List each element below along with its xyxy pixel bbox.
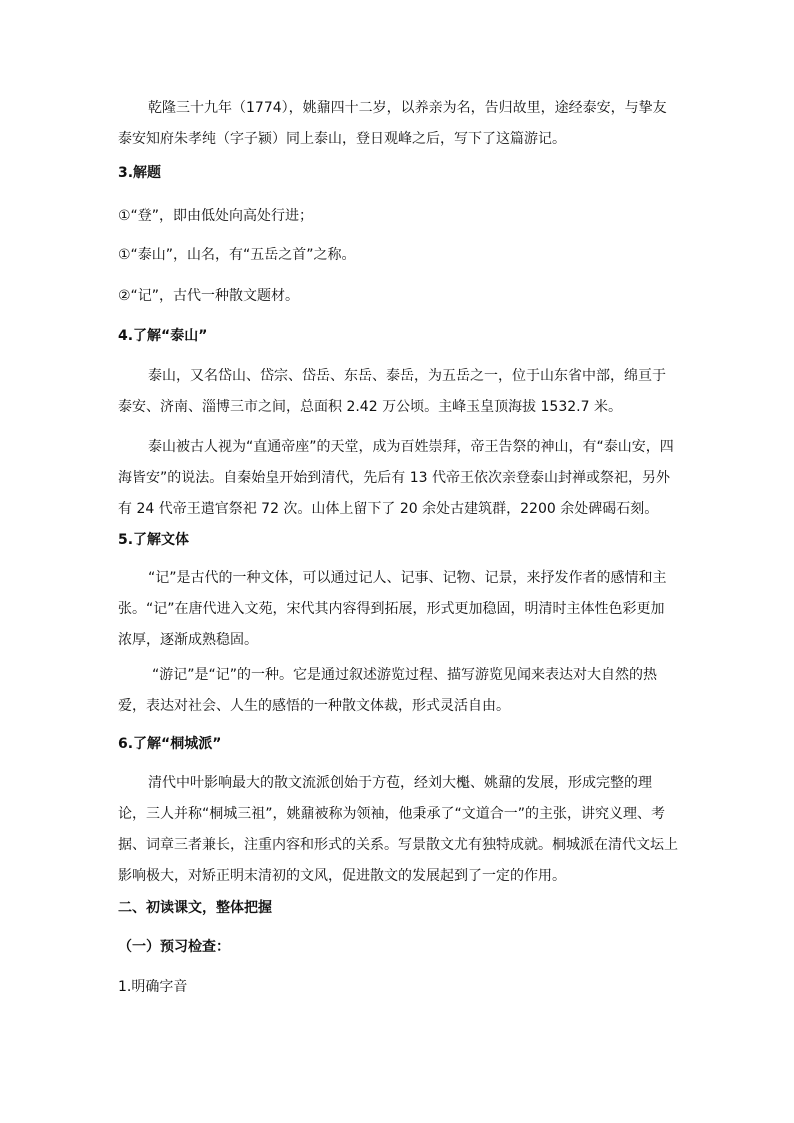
wenti-paragraph-2: “游记”是“记”的一种。它是通过叙述游览过程、描写游览见闻来表达对大自然的热爱，表达对社会、人生的感悟的一种散文体裁，形式灵活自由。	[118, 667, 658, 714]
item-pronunciation: 1.明确字音	[118, 979, 188, 995]
intro-paragraph: 乾隆三十九年（1774），姚鼐四十二岁，以养亲为名，告归故里，途经泰安，与挚友泰安知府朱孝纯（字子颍）同上泰山，登日观峰之后，写下了这篇游记。	[118, 100, 667, 147]
wenti-paragraph-1: “记”是古代的一种文体，可以通过记人、记事、记物、记景，来抒发作者的感情和主张。“记”在唐代进入文苑，宋代其内容得到拓展，形式更加稳固，明清时主体性色彩更加浓厚，逐渐成熟稳固。	[118, 570, 667, 648]
taishan-paragraph-1: 泰山，又名岱山、岱宗、岱岳、东岳、泰岳，为五岳之一，位于山东省中部，绵亘于泰安、济南、淄博三市之间，总面积 2.42 万公顷。主峰玉皇顶海拔 1532.7 米。	[118, 368, 666, 415]
heading-tongcheng: 6.了解“桐城派”	[118, 736, 222, 752]
taishan-paragraph-2: 泰山被古人视为“直通帝座”的天堂，成为百姓崇拜，帝王告祭的神山，有“泰山安，四海皆安”的说法。自秦始皇开始到清代，先后有 13 代帝王依次亲登泰山封禅或祭祀，另外有 24 代帝王遣官祭祀 72 次。山体上留下了 20 余处古建筑群，2200 余处碑碣石刻。	[118, 439, 674, 517]
heading-wenti: 5.了解文体	[118, 532, 190, 548]
jieti-item-ji: ②“记”，古代一种散文题材。	[118, 288, 300, 304]
heading-taishan: 4.了解“泰山”	[118, 328, 208, 344]
sub-heading-preview-check: （一）预习检查：	[118, 939, 230, 955]
jieti-item-taishan: ①“泰山”，山名，有“五岳之首”之称。	[118, 247, 356, 263]
tongcheng-paragraph: 清代中叶影响最大的散文流派创始于方苞，经刘大櫆、姚鼐的发展，形成完整的理论，三人并称“桐城三祖”，姚鼐被称为领袖，他秉承了“文道合一”的主张，讲究义理、考据、词章三者兼长，注重内容和形式的关系。写景散文尤有独特成就。桐城派在清代文坛上影响极大，对矫正明末清初的文风，促进散文的发展起到了一定的作用。	[118, 775, 678, 884]
heading-jieti: 3.解题	[118, 165, 162, 181]
section-heading-2: 二、初读课文，整体把握	[118, 900, 272, 916]
jieti-item-deng: ①“登”，即由低处向高处行进；	[118, 208, 314, 224]
